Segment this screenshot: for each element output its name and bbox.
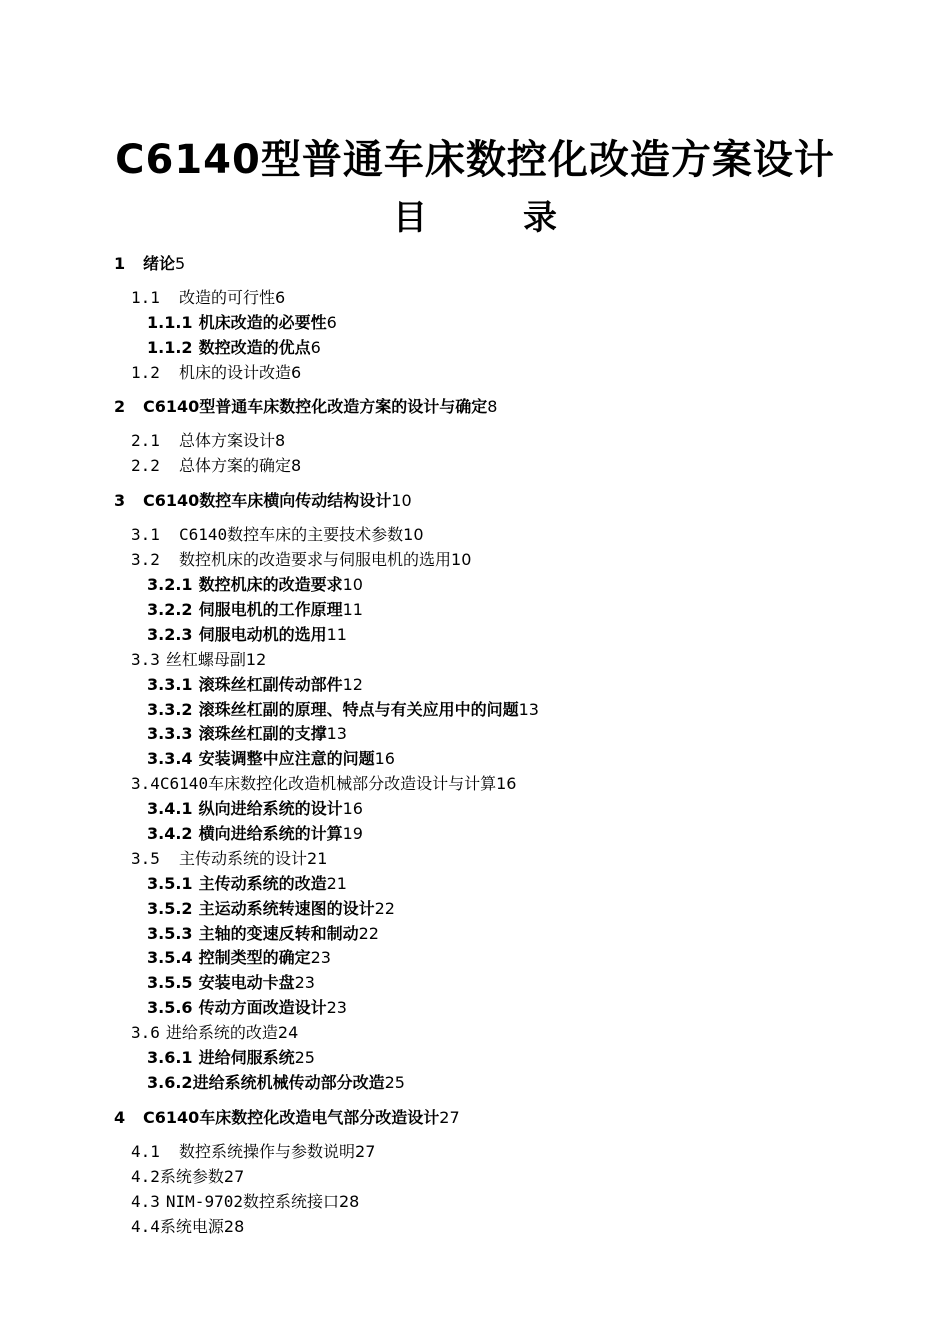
toc-number: 3.6.1 [147, 1048, 193, 1067]
toc-text: 滚珠丝杠副传动部件 [198, 675, 343, 694]
toc-text: 滚珠丝杠副的原理、特点与有关应用中的问题 [198, 700, 519, 719]
toc-number: 3.2.3 [147, 625, 193, 644]
toc-text: 主传动系统的改造 [198, 874, 327, 893]
toc-page: 11 [342, 600, 363, 619]
toc-text: 横向进给系统的计算 [198, 824, 343, 843]
toc-page: 13 [518, 700, 539, 719]
toc-entry[interactable] [131, 848, 327, 870]
toc-page: 22 [374, 899, 395, 918]
toc-number: 3.5.1 [147, 874, 193, 893]
toc-text: C6140数控车床横向传动结构设计 [143, 491, 392, 510]
toc-page: 16 [496, 774, 517, 793]
toc-page: 16 [342, 799, 363, 818]
toc-entry[interactable] [131, 524, 424, 546]
toc-text: 进给伺服系统 [198, 1048, 295, 1067]
toc-text: 数控系统操作与参数说明 [179, 1142, 356, 1161]
toc-number: 3.3.4 [147, 749, 193, 768]
toc-text: 系统电源 [159, 1217, 224, 1236]
toc-text: 总体方案的确定 [179, 456, 292, 475]
toc-number: 3.6.2 [147, 1073, 193, 1092]
toc-text: 伺服电机的工作原理 [198, 600, 343, 619]
toc-text: 伺服电动机的选用 [198, 625, 327, 644]
toc-entry[interactable] [147, 312, 337, 334]
toc-page: 22 [358, 924, 379, 943]
toc-heading-char-1: 目 [393, 198, 427, 238]
toc-number: 3.2.1 [147, 575, 193, 594]
toc-page: 12 [342, 675, 363, 694]
toc-number: 3.4.1 [147, 799, 193, 818]
toc-page: 25 [294, 1048, 315, 1067]
toc-text: 纵向进给系统的设计 [198, 799, 343, 818]
toc-text: 数控机床的改造要求与伺服电机的选用 [179, 550, 452, 569]
toc-entry[interactable] [131, 1191, 359, 1213]
toc-text: 主传动系统的设计 [179, 849, 308, 868]
toc-text: 进给系统机械传动部分改造 [192, 1073, 385, 1092]
toc-number: 3.4.2 [147, 824, 193, 843]
toc-text: 数控机床的改造要求 [198, 575, 343, 594]
toc-number: 3.3.3 [147, 724, 193, 743]
toc-page: 6 [291, 363, 302, 382]
toc-page: 6 [275, 288, 286, 307]
toc-page: 11 [326, 625, 347, 644]
toc-page: 12 [245, 650, 267, 669]
toc-entry[interactable] [131, 1022, 298, 1044]
toc-page: 25 [384, 1073, 405, 1092]
toc-page: 8 [275, 431, 286, 450]
toc-number: 1 [114, 254, 126, 273]
toc-page: 21 [307, 849, 328, 868]
toc-page: 21 [326, 874, 347, 893]
toc-entry[interactable] [147, 873, 347, 895]
toc-entry[interactable] [147, 823, 363, 845]
toc-text: C6140数控车床的主要技术参数 [179, 525, 404, 544]
toc-page: 27 [355, 1142, 376, 1161]
toc-number: 3.5.4 [147, 948, 193, 967]
toc-number: 3.2.2 [147, 600, 193, 619]
toc-entry[interactable] [147, 748, 395, 770]
toc-text: 总体方案设计 [179, 431, 276, 450]
toc-text: 主运动系统转速图的设计 [198, 899, 375, 918]
toc-entry[interactable] [131, 287, 285, 309]
toc-page: 23 [326, 998, 347, 1017]
toc-page: 28 [338, 1192, 360, 1211]
toc-number: 3.3.1 [147, 675, 193, 694]
toc-page: 10 [403, 525, 424, 544]
toc-page: 16 [374, 749, 395, 768]
toc-text: 丝杠螺母副 [165, 650, 246, 669]
toc-number: 2.1 [131, 431, 160, 450]
toc-number: 4.2 [131, 1167, 160, 1186]
toc-number: 3.5.2 [147, 899, 193, 918]
toc-number: 3.3 [131, 650, 160, 669]
toc-page: 10 [451, 550, 472, 569]
toc-entry[interactable] [147, 723, 347, 745]
toc-number: 1.1 [131, 288, 160, 307]
toc-entry[interactable] [114, 1107, 460, 1129]
toc-text: 滚珠丝杠副的支撑 [198, 724, 327, 743]
toc-entry[interactable] [147, 574, 363, 596]
toc-entry[interactable] [147, 997, 347, 1019]
toc-entry[interactable] [131, 773, 516, 795]
toc-number: 1.2 [131, 363, 160, 382]
toc-text: C6140车床数控化改造机械部分改造设计与计算 [159, 774, 497, 793]
toc-page: 27 [223, 1167, 245, 1186]
toc-number: 2.2 [131, 456, 160, 475]
toc-text: 进给系统的改造 [165, 1023, 278, 1042]
toc-entry[interactable] [147, 798, 363, 820]
toc-text: C6140车床数控化改造电气部分改造设计 [143, 1108, 440, 1127]
toc-entry[interactable] [114, 253, 185, 275]
toc-entry[interactable] [131, 1141, 375, 1163]
toc-entry[interactable] [131, 1166, 244, 1188]
toc-number: 3.3.2 [147, 700, 193, 719]
toc-entry[interactable] [147, 699, 539, 721]
toc-number: 3.5 [131, 849, 160, 868]
toc-entry[interactable] [131, 362, 301, 384]
toc-page: 13 [326, 724, 347, 743]
toc-text: 安装调整中应注意的问题 [198, 749, 375, 768]
toc-number: 3.2 [131, 550, 160, 569]
toc-text: 系统参数 [159, 1167, 224, 1186]
toc-page: 6 [310, 338, 321, 357]
toc-entry[interactable] [147, 337, 321, 359]
toc-entry[interactable] [147, 674, 363, 696]
toc-number: 4.1 [131, 1142, 160, 1161]
toc-text: 改造的可行性 [179, 288, 276, 307]
toc-text: 机床改造的必要性 [198, 313, 327, 332]
toc-number: 3.4 [131, 774, 160, 793]
toc-text: 机床的设计改造 [179, 363, 292, 382]
toc-page: 8 [291, 456, 302, 475]
toc-number: 4 [114, 1108, 126, 1127]
toc-page: 19 [342, 824, 363, 843]
toc-page: 24 [277, 1023, 299, 1042]
toc-text: 绪论 [143, 254, 176, 273]
toc-page: 27 [439, 1108, 460, 1127]
toc-number: 1.1.1 [147, 313, 193, 332]
toc-entry[interactable] [147, 1047, 315, 1069]
toc-text: 控制类型的确定 [198, 948, 311, 967]
toc-page: 23 [310, 948, 331, 967]
toc-entry[interactable] [114, 490, 412, 512]
toc-text: 安装电动卡盘 [198, 973, 295, 992]
toc-entry[interactable] [147, 624, 347, 646]
toc-entry[interactable] [147, 898, 395, 920]
toc-number: 4.3 [131, 1192, 160, 1211]
toc-page: 23 [294, 973, 315, 992]
toc-number: 3.5.3 [147, 924, 193, 943]
toc-entry[interactable] [114, 396, 497, 418]
toc-entry[interactable] [131, 430, 285, 452]
toc-number: 4.4 [131, 1217, 160, 1236]
toc-entry[interactable] [147, 947, 331, 969]
toc-number: 3.5.5 [147, 973, 193, 992]
toc-entry[interactable] [131, 1216, 244, 1238]
toc-text: C6140型普通车床数控化改造方案的设计与确定 [143, 397, 488, 416]
toc-number: 3 [114, 491, 126, 510]
toc-number: 3.5.6 [147, 998, 193, 1017]
toc-number: 3.1 [131, 525, 160, 544]
toc-number: 1.1.2 [147, 338, 193, 357]
toc-page: 8 [487, 397, 498, 416]
toc-heading-char-2: 录 [523, 198, 557, 238]
toc-page: 6 [326, 313, 337, 332]
toc-entry[interactable] [147, 972, 315, 994]
toc-page: 10 [342, 575, 363, 594]
toc-page: 5 [175, 254, 186, 273]
toc-entry[interactable] [147, 599, 363, 621]
toc-page: 10 [391, 491, 412, 510]
toc-entry[interactable] [131, 549, 471, 571]
toc-entry[interactable] [147, 1072, 405, 1094]
toc-text: NIM-9702数控系统接口 [165, 1192, 339, 1211]
toc-number: 2 [114, 397, 126, 416]
toc-text: 数控改造的优点 [198, 338, 311, 357]
toc-text: 传动方面改造设计 [198, 998, 327, 1017]
toc-text: 主轴的变速反转和制动 [198, 924, 359, 943]
toc-entry[interactable] [131, 649, 266, 671]
document-title: C6140型普通车床数控化改造方案设计 [115, 137, 835, 183]
toc-number: 3.6 [131, 1023, 160, 1042]
toc-page: 28 [223, 1217, 245, 1236]
toc-entry[interactable] [131, 455, 301, 477]
toc-entry[interactable] [147, 923, 379, 945]
